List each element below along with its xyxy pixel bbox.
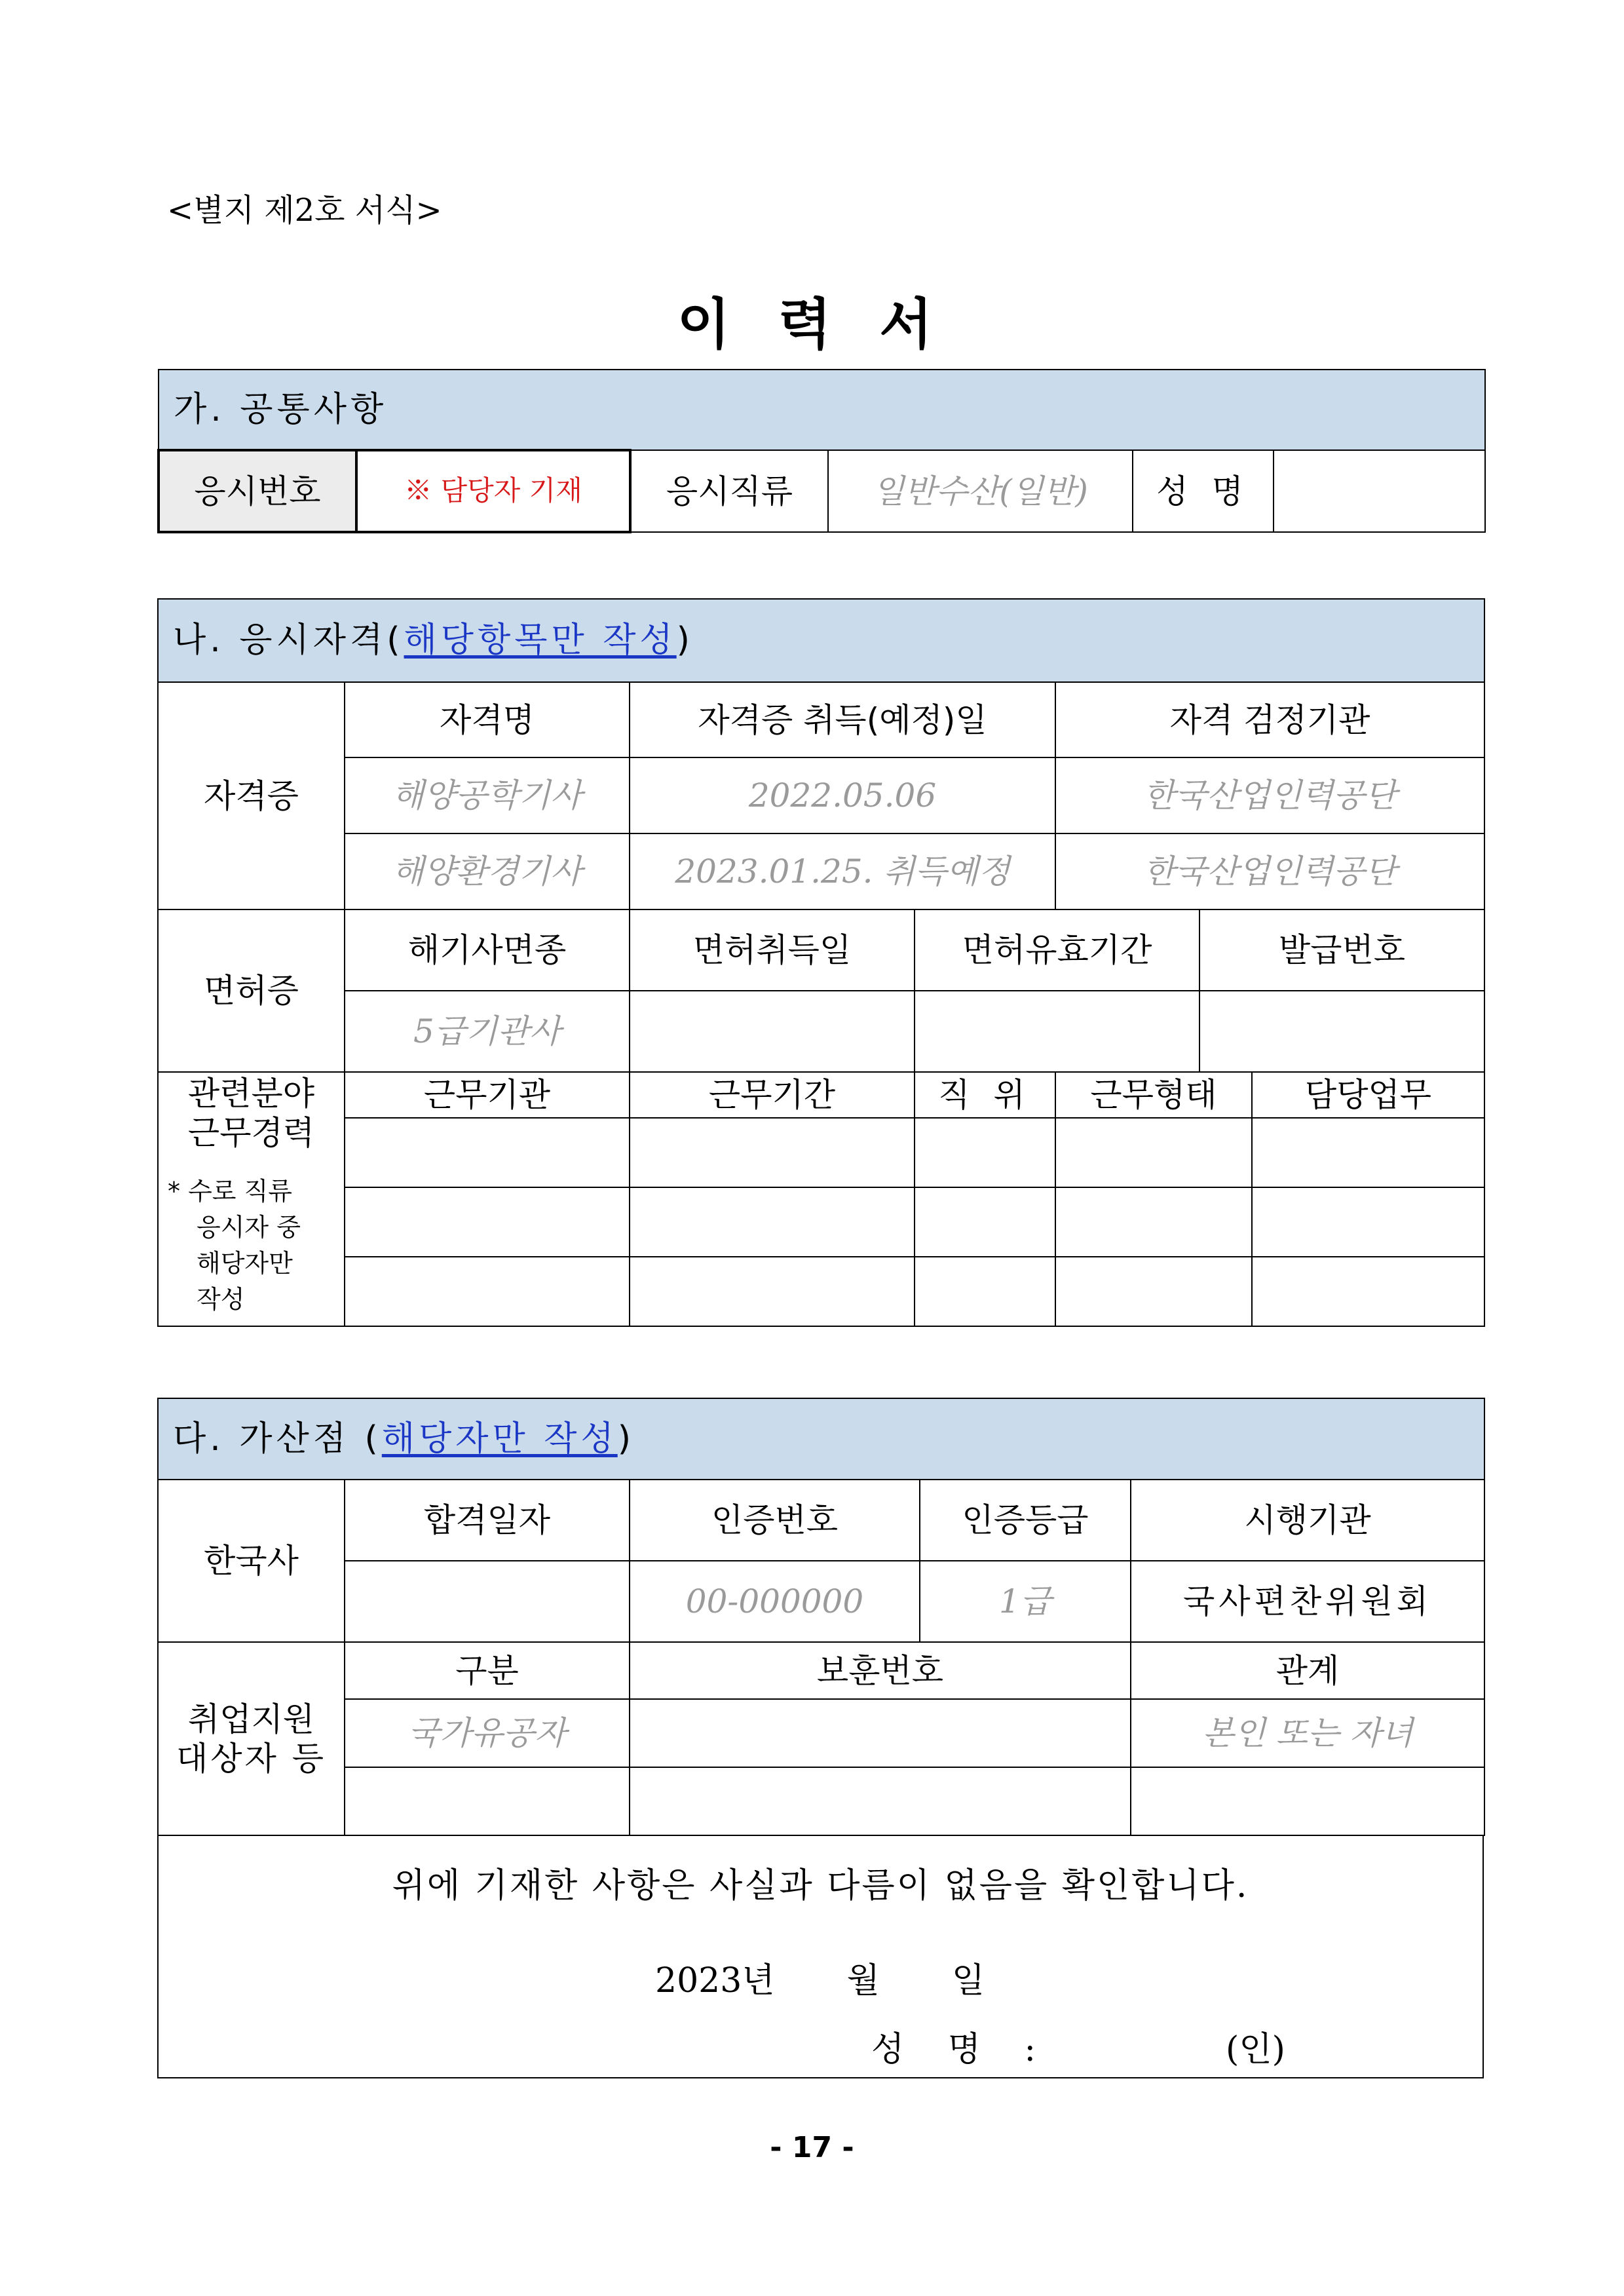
- employment-table: [157, 1641, 1485, 1836]
- cert-row-1-agency[interactable]: 한국산업인력공단: [1055, 757, 1484, 833]
- license-col-type: 해기사면종: [345, 909, 630, 991]
- career-cell[interactable]: [1252, 1257, 1484, 1326]
- exam-number-value[interactable]: ※ 담당자 기재: [356, 450, 630, 532]
- license-number-value[interactable]: [1199, 991, 1484, 1072]
- name-value[interactable]: [1274, 450, 1485, 532]
- section-c-header-link[interactable]: 해당자만 작성: [381, 1419, 618, 1459]
- cert-col-name: 자격명: [345, 682, 630, 757]
- license-col-date: 면허취득일: [630, 909, 915, 991]
- emp-col-category: 구분: [345, 1642, 630, 1699]
- career-note-line2: 응시자 중: [197, 1213, 301, 1242]
- career-cell[interactable]: [1055, 1257, 1252, 1326]
- confirmation-text: 위에 기재한 사항은 사실과 다름이 없음을 확인합니다.: [392, 1866, 1249, 1905]
- section-a-header: 가. 공통사항: [159, 370, 1485, 450]
- career-cell[interactable]: [345, 1118, 630, 1187]
- career-col-period: 근무기간: [630, 1072, 915, 1118]
- cert-label: 자격증: [158, 682, 345, 909]
- career-cell[interactable]: [345, 1187, 630, 1257]
- kh-agency-value[interactable]: 국사편찬위원회: [1131, 1561, 1484, 1642]
- section-c-header: [158, 1398, 1484, 1480]
- date-day: 일: [951, 1961, 985, 2000]
- career-label-line1: 관련분야: [187, 1075, 315, 1113]
- license-type-value[interactable]: 5급기관사: [345, 991, 630, 1072]
- job-category-label: 응시직류: [630, 450, 828, 532]
- career-label-cell: [158, 1072, 345, 1326]
- emp-row-1-category[interactable]: 국가유공자: [345, 1699, 630, 1767]
- license-label: 면허증: [158, 909, 345, 1072]
- emp-row-1-relation[interactable]: 본인 또는 자녀: [1131, 1699, 1484, 1767]
- date-month: 월: [846, 1961, 880, 2000]
- date-year: 2023년: [655, 1961, 775, 2000]
- career-cell[interactable]: [345, 1257, 630, 1326]
- emp-col-relation: 관계: [1131, 1642, 1484, 1699]
- career-cell[interactable]: [915, 1257, 1055, 1326]
- cert-row-1-name[interactable]: 해양공학기사: [345, 757, 630, 833]
- career-cell[interactable]: [915, 1118, 1055, 1187]
- license-table: [157, 909, 1485, 1073]
- kh-col-agency: 시행기관: [1131, 1480, 1484, 1561]
- emp-row-2-category[interactable]: [345, 1767, 630, 1835]
- career-cell[interactable]: [1055, 1187, 1252, 1257]
- section-a-table: [157, 369, 1486, 533]
- career-col-type: 근무형태: [1055, 1072, 1252, 1118]
- career-cell[interactable]: [1252, 1118, 1484, 1187]
- career-table: [157, 1071, 1485, 1327]
- career-cell[interactable]: [630, 1257, 915, 1326]
- cert-col-date: 자격증 취득(예정)일: [630, 682, 1055, 757]
- korean-history-label: 한국사: [158, 1480, 345, 1642]
- document-title: 이 력 서: [677, 292, 947, 356]
- section-b-header-prefix: 나. 응시자격(: [173, 621, 404, 660]
- career-cell[interactable]: [915, 1187, 1055, 1257]
- form-label: <별지 제2호 서식>: [167, 192, 442, 229]
- career-label-line2: 근무경력: [187, 1114, 315, 1152]
- career-cell[interactable]: [1055, 1118, 1252, 1187]
- emp-row-2-relation[interactable]: [1131, 1767, 1484, 1835]
- signature-line: [871, 2021, 1285, 2071]
- exam-number-label: 응시번호: [159, 450, 356, 532]
- career-col-position: 직 위: [915, 1072, 1055, 1118]
- license-col-validity: 면허유효기간: [915, 909, 1199, 991]
- kh-pass-date-value[interactable]: [345, 1561, 630, 1642]
- career-col-org: 근무기관: [345, 1072, 630, 1118]
- career-cell[interactable]: [1252, 1187, 1484, 1257]
- cert-row-1-date[interactable]: 2022.05.06: [630, 757, 1055, 833]
- section-b-header-suffix: ): [676, 621, 694, 660]
- career-col-duty: 담당업무: [1252, 1072, 1484, 1118]
- section-c-header-prefix: 다. 가산점 (: [173, 1419, 382, 1459]
- kh-grade-value[interactable]: 1급: [920, 1561, 1131, 1642]
- employment-label-cell: [158, 1642, 345, 1835]
- section-b-header-link[interactable]: 해당항목만 작성: [404, 621, 677, 660]
- career-cell[interactable]: [630, 1187, 915, 1257]
- page-number: - 17 -: [770, 2131, 854, 2164]
- career-cell[interactable]: [630, 1118, 915, 1187]
- kh-col-pass-date: 합격일자: [345, 1480, 630, 1561]
- emp-col-veteran-no: 보훈번호: [630, 1642, 1131, 1699]
- emp-row-2-veteran-no[interactable]: [630, 1767, 1131, 1835]
- date-line: [655, 1953, 985, 2002]
- kh-cert-no-value[interactable]: 00-000000: [630, 1561, 920, 1642]
- name-label: 성 명: [1133, 450, 1274, 532]
- seal-mark: (인): [1226, 2030, 1285, 2069]
- career-note-line3: 해당자만: [197, 1249, 293, 1278]
- section-c-table: [157, 1398, 1485, 1643]
- kh-col-grade: 인증등급: [920, 1480, 1131, 1561]
- cert-row-2-name[interactable]: 해양환경기사: [345, 833, 630, 909]
- cert-row-2-date[interactable]: 2023.01.25. 취득예정: [630, 833, 1055, 909]
- job-category-value[interactable]: 일반수산(일반): [828, 450, 1133, 532]
- license-validity-value[interactable]: [915, 991, 1199, 1072]
- section-c-header-suffix: ): [617, 1419, 635, 1459]
- career-note-line4: 작성: [197, 1285, 245, 1314]
- cert-row-2-agency[interactable]: 한국산업인력공단: [1055, 833, 1484, 909]
- section-b-header: [158, 599, 1484, 682]
- emp-row-1-veteran-no[interactable]: [630, 1699, 1131, 1767]
- employment-label-line2: 대상자 등: [176, 1739, 327, 1778]
- license-date-value[interactable]: [630, 991, 915, 1072]
- career-note-line1: * 수로 직류: [168, 1177, 292, 1206]
- section-b-table: [157, 598, 1485, 910]
- kh-col-cert-no: 인증번호: [630, 1480, 920, 1561]
- license-col-number: 발급번호: [1199, 909, 1484, 991]
- cert-col-agency: 자격 검정기관: [1055, 682, 1484, 757]
- employment-label-line1: 취업지원: [187, 1700, 315, 1738]
- signature-label: 성 명 :: [871, 2030, 1036, 2069]
